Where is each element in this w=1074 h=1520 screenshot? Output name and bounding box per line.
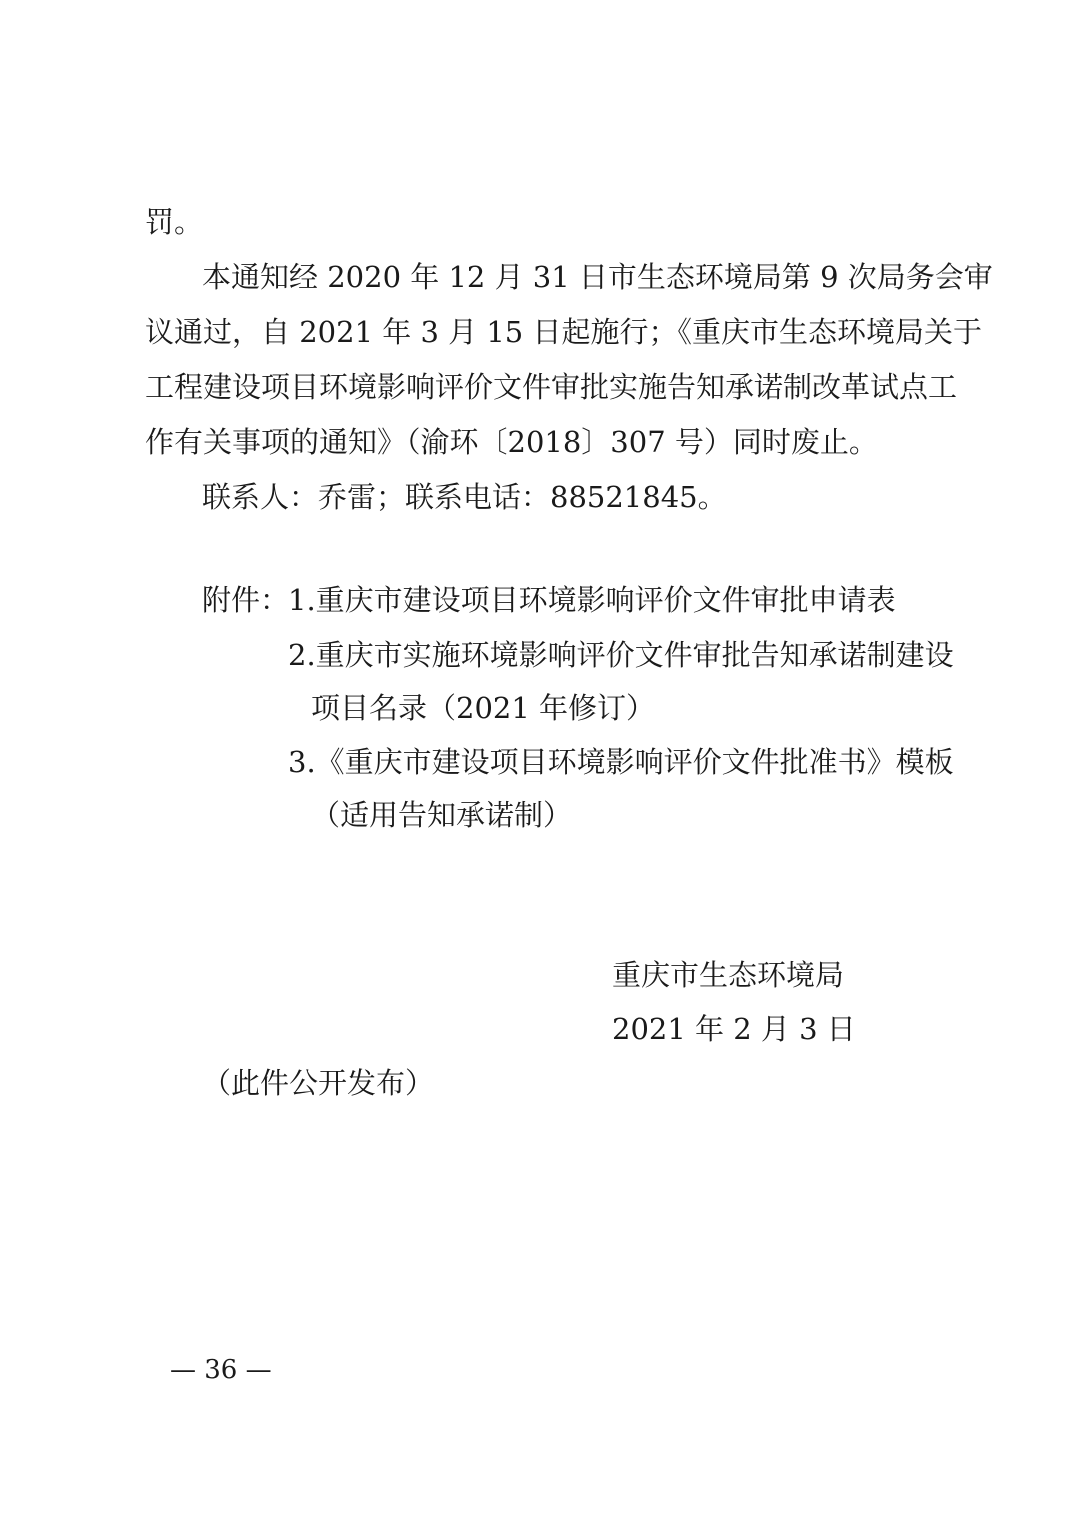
disclosure-note: （此件公开发布）: [202, 1066, 435, 1100]
attachment-item-2-continuation: 项目名录（2021 年修订）: [311, 691, 656, 725]
body-paragraph-line: 本通知经 2020 年 12 月 31 日市生态环境局第 9 次局务会审: [202, 260, 993, 294]
body-paragraph-line: 作有关事项的通知》（渝环〔2018〕307 号）同时废止。: [145, 425, 878, 459]
attachment-item-1: 1.重庆市建设项目环境影响评价文件审批申请表: [288, 583, 896, 617]
attachment-item-3-continuation: （适用告知承诺制）: [311, 798, 573, 832]
signature-organization: 重庆市生态环境局: [612, 958, 845, 992]
page-number: — 36 —: [170, 1355, 272, 1385]
attachment-item-3: 3.《重庆市建设项目环境影响评价文件批准书》模板: [288, 745, 954, 779]
attachments-label: 附件：: [202, 583, 290, 617]
body-paragraph-line: 工程建设项目环境影响评价文件审批实施告知承诺制改革试点工: [145, 370, 958, 404]
body-paragraph-line: 议通过，自 2021 年 3 月 15 日起施行；《重庆市生态环境局关于: [145, 315, 982, 349]
contact-info: 联系人：乔雷；联系电话：88521845。: [202, 480, 727, 514]
attachment-item-2: 2.重庆市实施环境影响评价文件审批告知承诺制建设: [288, 638, 954, 672]
signature-date: 2021 年 2 月 3 日: [612, 1012, 856, 1046]
paragraph-continuation: 罚。: [145, 205, 204, 239]
